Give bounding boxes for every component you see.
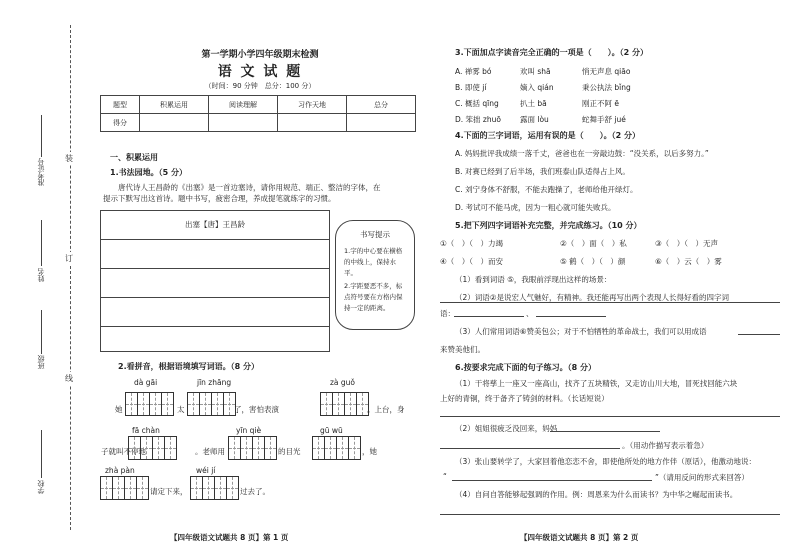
pinyin-1: dà gāi bbox=[134, 378, 158, 387]
pinyin-7: zhà pàn bbox=[105, 466, 135, 475]
q2-text-10: 过去了。 bbox=[240, 487, 270, 496]
q2-text-4: 。上台，身 bbox=[367, 405, 405, 414]
q4-option-d: D. 考试可不能马虎，因为一粗心就可能失败兵。 bbox=[455, 203, 616, 212]
pinyin-6: gū wū bbox=[320, 426, 343, 435]
side-name-line bbox=[41, 220, 42, 266]
exam-title: 第一学期小学四年级期末检测 bbox=[201, 50, 319, 60]
pinyin-4: fā chàn bbox=[132, 426, 160, 435]
q6-sub-1: （1）干将孳上一座又一座高山，找齐了五块精铁，又走访山川大地，冒死找回能六块 bbox=[455, 379, 738, 388]
q5-sub-3: （3）人们常用词语⑥赞美包公；对于不怕牺牲的革命战士，我们可以用成语 bbox=[455, 327, 707, 336]
q2-text-9: 请定下来， bbox=[150, 487, 188, 496]
q3-d1: D. 笨拙 zhuō bbox=[455, 115, 501, 124]
q2-text-3: 了，害怕表演 bbox=[234, 405, 279, 414]
q2-text-2: 太 bbox=[177, 405, 185, 414]
q2-text-6: 。老师用 bbox=[195, 447, 225, 456]
q5-idiom-6[interactable]: ⑥（ ）云（ ）雾 bbox=[655, 257, 722, 266]
q3-b3: 秉公执法 bǐng bbox=[582, 83, 631, 92]
poem-line[interactable] bbox=[101, 240, 329, 269]
footer-page-2: 【四年级语文试题共 8 页】第 2 页 bbox=[520, 533, 639, 542]
answer-line[interactable] bbox=[440, 448, 620, 449]
answer-grid-1[interactable] bbox=[125, 392, 174, 416]
score-cell[interactable] bbox=[347, 114, 416, 132]
q1-text-1: 唐代诗人王昌龄的《出塞》是一首边塞诗，请你用规范、端正、整洁的字体，在 bbox=[118, 183, 381, 192]
q5-idiom-3[interactable]: ③（ ）（ ）无声 bbox=[655, 239, 718, 248]
q3-c3: 刚正不阿 ē bbox=[582, 99, 619, 108]
q2-text-7: 的目光 bbox=[278, 447, 301, 456]
q3-a1: A. 禅雾 bó bbox=[455, 67, 492, 76]
q6-sub-3-open-quote: “ bbox=[443, 472, 447, 481]
binding-line bbox=[70, 25, 71, 530]
answer-grid-6[interactable] bbox=[312, 436, 361, 460]
pinyin-2: jīn zhāng bbox=[197, 378, 232, 387]
answer-line[interactable] bbox=[452, 480, 652, 481]
poem-line[interactable] bbox=[101, 269, 329, 298]
q1-title: 1.书法园地。（5 分） bbox=[110, 168, 187, 177]
answer-grid-8[interactable] bbox=[190, 476, 239, 500]
q2-text-5: 子就叫不停地 bbox=[101, 447, 146, 456]
answer-grid-7[interactable] bbox=[100, 476, 149, 500]
score-header-writing: 习作天地 bbox=[278, 96, 347, 114]
q5-sub-1: （1）看到词语 ⑤，我眼前浮现出这样的场景： bbox=[455, 275, 612, 284]
binding-mark-1: 装 bbox=[65, 154, 73, 163]
answer-line[interactable] bbox=[440, 514, 780, 515]
q3-c1: C. 概括 qīng bbox=[455, 99, 499, 108]
side-school-line bbox=[41, 430, 42, 478]
score-cell[interactable] bbox=[209, 114, 278, 132]
q5-sub-2b: 语： bbox=[440, 309, 455, 318]
q5-idiom-5[interactable]: ⑤ 鹤（ ）（ ）颜 bbox=[560, 257, 626, 266]
section1-title: 一、积累运用 bbox=[110, 153, 158, 162]
answer-line[interactable] bbox=[440, 416, 780, 417]
score-header-total: 总分 bbox=[347, 96, 416, 114]
answer-grid-4[interactable] bbox=[128, 436, 177, 460]
answer-line[interactable] bbox=[536, 316, 606, 317]
side-class-line bbox=[41, 310, 42, 354]
poem-head: 出塞【唐】王昌龄 bbox=[101, 211, 329, 240]
score-header-reading: 阅读理解 bbox=[209, 96, 278, 114]
side-exam-no-line bbox=[41, 115, 42, 157]
side-school-label: 学校 bbox=[37, 480, 45, 494]
q2-text-8: ，她 bbox=[362, 447, 377, 456]
score-header-accum: 积累运用 bbox=[140, 96, 209, 114]
q5-idiom-4[interactable]: ④（ ）（ ）而安 bbox=[440, 257, 503, 266]
q3-a2: 欢叫 shā bbox=[520, 67, 551, 76]
answer-line[interactable] bbox=[550, 431, 660, 432]
q3-b1: B. 即使 jí bbox=[455, 83, 487, 92]
q5-idiom-1[interactable]: ①（ ）（ ）力竭 bbox=[440, 239, 503, 248]
q4-option-c: C. 刘宁身体不舒服，不能去跑操了，老师给他开绿灯。 bbox=[455, 185, 638, 194]
q4-option-a: A. 妈妈批评我成绩一落千丈，爸爸也在一旁敲边鼓：“没关系，以后多努力。” bbox=[455, 149, 709, 158]
q3-d3: 蛇舞手舒 jué bbox=[582, 115, 626, 124]
pinyin-3: zà guǒ bbox=[330, 378, 356, 387]
q6-sub-4: （4）自问自答能够起强调的作用。例：周恩来为什么而读书？为中华之崛起而读书。 bbox=[455, 490, 738, 499]
writing-tip-box bbox=[335, 220, 415, 330]
pinyin-8: wéi jí bbox=[196, 466, 216, 475]
side-name-label: 姓名 bbox=[37, 268, 45, 282]
q5-sub-2c: 、 bbox=[526, 309, 534, 318]
q6-sub-3: （3）张山要转学了，大家回着他恋恋不舍，即使他所处的地方作伴（原话），他激动地说： bbox=[455, 457, 757, 466]
q6-sub-2b: 。（用动作描写表示着急） bbox=[622, 441, 709, 450]
exam-meta: （时间：90 分钟 总分：100 分） bbox=[204, 82, 316, 90]
score-cell[interactable] bbox=[278, 114, 347, 132]
q5-title: 5.把下列四字词语补充完整，并完成练习。（10 分） bbox=[455, 221, 642, 230]
q6-title: 6.按要求完成下面的句子练习。（8 分） bbox=[455, 363, 596, 372]
answer-line[interactable] bbox=[454, 316, 524, 317]
q2-text-1: 她 bbox=[115, 405, 123, 414]
score-table bbox=[100, 95, 416, 132]
footer-page-1: 【四年级语文试题共 8 页】第 1 页 bbox=[170, 533, 289, 542]
pinyin-5: yīn qiè bbox=[236, 426, 262, 435]
poem-line[interactable] bbox=[101, 298, 329, 327]
score-cell[interactable] bbox=[140, 114, 209, 132]
q6-sub-3c: ”（请用反问的形式来回答） bbox=[655, 473, 749, 482]
binding-mark-3: 线 bbox=[65, 374, 73, 383]
q3-c2: 扒土 bā bbox=[520, 99, 547, 108]
score-header-type: 题型 bbox=[101, 96, 140, 114]
q5-sub-2: （2）词语②是说宏人气魅好，有精神。我还能再写出两个表现人长得好看的四字词 bbox=[455, 293, 729, 302]
q6-sub-1b: 上好的青铜，终于备齐了铸剑的材料。（长话短说） bbox=[440, 394, 609, 403]
tip-title: 书写提示 bbox=[360, 230, 390, 239]
q3-d2: 露面 lòu bbox=[520, 115, 549, 124]
answer-grid-3[interactable] bbox=[320, 392, 369, 416]
q3-b2: 嫡入 qián bbox=[520, 83, 554, 92]
q5-idiom-2[interactable]: ②（ ）面（ ）私 bbox=[560, 239, 627, 248]
score-row-label: 得分 bbox=[101, 114, 140, 132]
q2-title: 2.看拼音，根据语境填写词语。（8 分） bbox=[118, 362, 259, 371]
q1-text-2: 提示下默写出这首诗。题中书写，疲密合理，养成提笔就练字的习惯。 bbox=[103, 194, 336, 203]
q6-sub-2: （2）姐姐很疲乏没回来，妈妈 bbox=[455, 424, 558, 433]
side-exam-no-label: 准考证号 bbox=[37, 158, 45, 186]
poem-writing-box[interactable] bbox=[100, 210, 330, 352]
side-class-label: 班级 bbox=[37, 355, 45, 369]
answer-grid-5[interactable] bbox=[228, 436, 277, 460]
q4-title: 4.下面的三字词语，运用有误的是（ ）。（2 分） bbox=[455, 131, 640, 140]
binding-mark-2: 订 bbox=[65, 254, 73, 263]
q3-a3: 悄无声息 qiāo bbox=[582, 67, 631, 76]
poem-line[interactable] bbox=[101, 327, 329, 355]
answer-line[interactable] bbox=[738, 334, 780, 335]
q5-sub-3b: 来赞美他们。 bbox=[440, 345, 485, 354]
answer-grid-2[interactable] bbox=[187, 392, 236, 416]
subject-title: 语 文 试 题 bbox=[217, 64, 303, 80]
tip-2: 2.字距要恶不多，标点符号要在方格内保持一定的距离。 bbox=[344, 282, 403, 312]
q3-title: 3.下面加点字读音完全正确的一项是（ ）。（2 分） bbox=[455, 48, 648, 57]
tip-1: 1.字的中心要在横格的中线上，保持水平。 bbox=[344, 247, 403, 277]
q4-option-b: B. 对赛已经到了后半场，我们班泰山队适得占上风。 bbox=[455, 167, 630, 176]
